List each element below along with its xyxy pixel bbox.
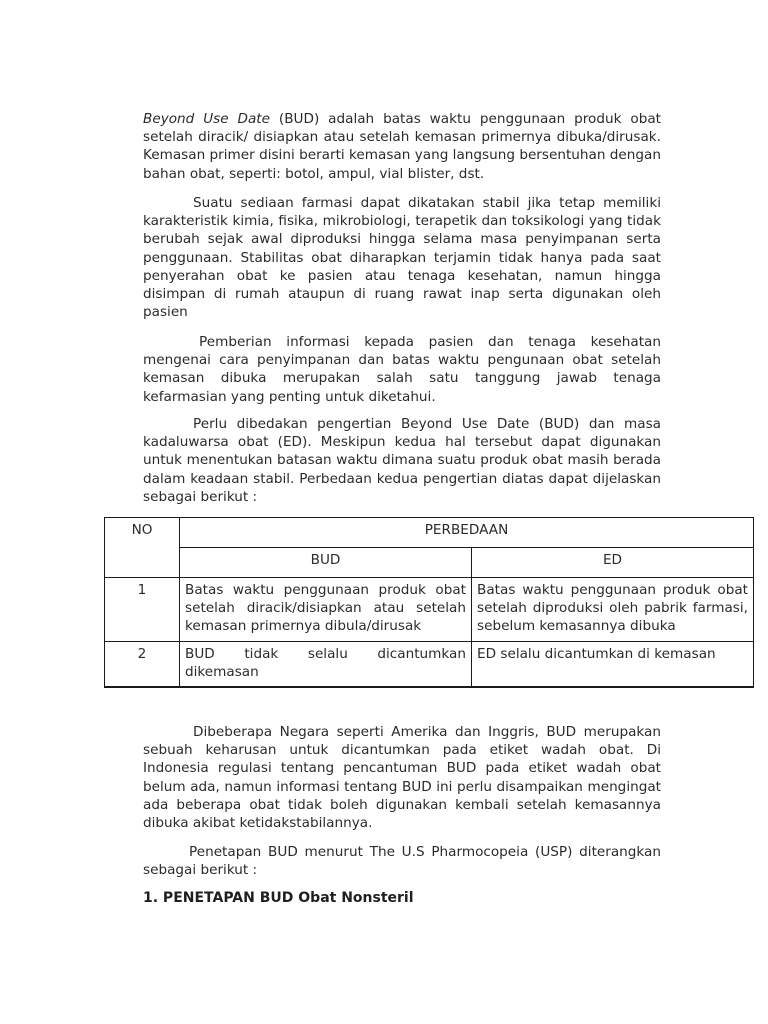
row-bud-cell: BUD tidak selalu dicantumkan dikemasan	[180, 642, 472, 688]
row-ed-cell: Batas waktu penggunaan produk obat setelah diproduksi oleh pabrik farmasi, sebelum kemasannya dibuka	[472, 578, 754, 642]
header-perbedaan: PERBEDAAN	[180, 518, 754, 548]
table-row	[105, 578, 754, 642]
paragraph-bud-definition	[143, 110, 661, 183]
section-heading: 1. PENETAPAN BUD Obat Nonsteril	[143, 890, 414, 906]
bud-definition-text: (BUD) adalah batas waktu penggunaan produk obat setelah diracik/ disiapkan atau setelah kemasan primernya dibuka/dirusak. Kemasan primer disini berarti kemasan yang langsung bersentuhan dengan bahan obat, seperti: botol, ampul, vial blister, dst.	[143, 111, 661, 182]
table-row	[105, 642, 754, 688]
regulation-text: Dibeberapa Negara seperti Amerika dan Inggris, BUD merupakan sebuah keharusan untuk dicantumkan pada etiket wadah obat. Di Indonesia regulasi tentang pencantuman BUD pada etiket wadah obat belum ada, namun informasi tentang BUD ini perlu disampaikan mengingat ada beberapa obat tidak boleh digunakan kembali setelah kemasannya dibuka akibat ketidakstabilannya.	[143, 724, 661, 832]
table-header-row	[105, 518, 754, 548]
difference-table	[104, 517, 754, 688]
paragraph-regulation	[143, 723, 661, 832]
bud-term-italic: Beyond Use Date	[143, 111, 270, 127]
row-number: 1	[105, 578, 180, 642]
row-bud-cell: Batas waktu penggunaan produk obat setelah diracik/disiapkan atau setelah kemasan primernya dibula/dirusak	[180, 578, 472, 642]
header-bud: BUD	[180, 548, 472, 578]
header-ed: ED	[472, 548, 754, 578]
row-ed-cell: ED selalu dicantumkan di kemasan	[472, 642, 754, 688]
paragraph-stability	[143, 194, 661, 321]
paragraph-patient-information	[143, 333, 661, 406]
paragraph-bud-vs-ed	[143, 415, 661, 506]
bud-vs-ed-text: Perlu dibedakan pengertian Beyond Use Date (BUD) dan masa kadaluwarsa obat (ED). Meskipun kedua hal tersebut dapat digunakan untuk menentukan batasan waktu dimana suatu produk obat masih berada dalam keadaan stabil. Perbedaan kedua pengertian diatas dapat dijelaskan sebagai berikut :	[143, 416, 661, 505]
table-subheader-row	[105, 548, 754, 578]
header-no: NO	[105, 518, 180, 578]
stability-text: Suatu sediaan farmasi dapat dikatakan stabil jika tetap memiliki karakteristik kimia, fisika, mikrobiologi, terapetik dan toksikologi yang tidak berubah sejak awal diproduksi hingga selama masa penyimpanan serta penggunaan. Stabilitas obat diharapkan terjamin tidak hanya pada saat penyerahan obat ke pasien atau tenaga kesehatan, namun hingga disimpan di rumah ataupun di ruang rawat inap serta digunakan oleh pasien	[143, 195, 661, 321]
row-number: 2	[105, 642, 180, 688]
patient-information-text: Pemberian informasi kepada pasien dan tenaga kesehatan mengenai cara penyimpanan dan batas waktu pengunaan obat setelah kemasan dibuka merupakan salah satu tanggung jawab tenaga kefarmasian yang penting untuk diketahui.	[143, 334, 661, 405]
paragraph-usp	[143, 843, 661, 879]
usp-text: Penetapan BUD menurut The U.S Pharmocopeia (USP) diterangkan sebagai berikut :	[143, 844, 661, 879]
